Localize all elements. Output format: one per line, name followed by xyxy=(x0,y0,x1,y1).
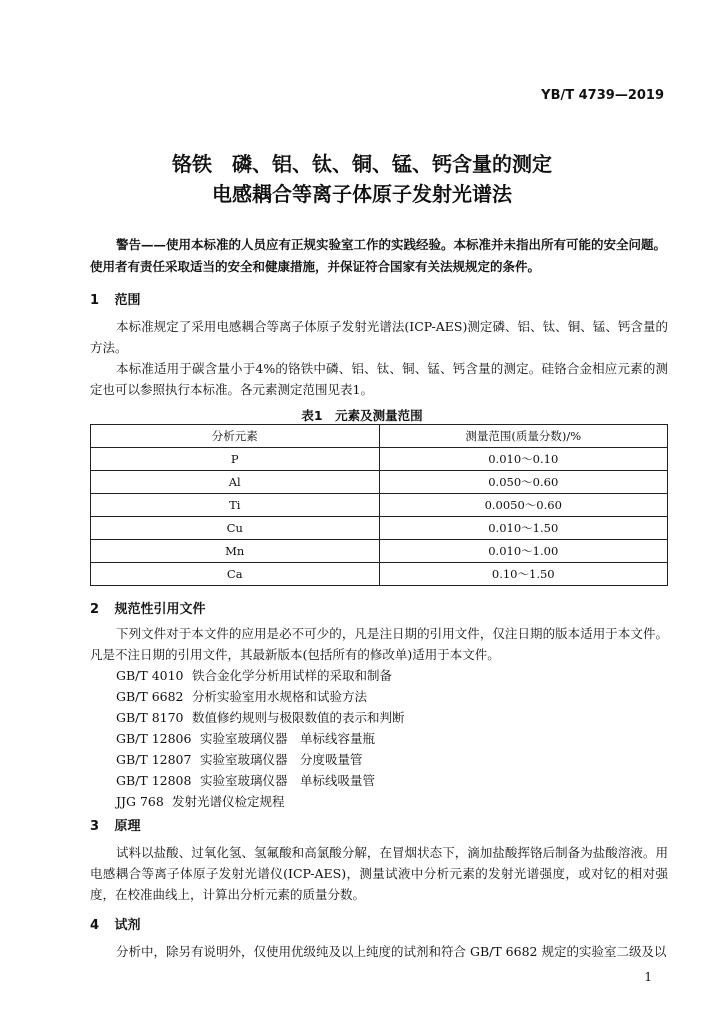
warning-paragraph: 警告——使用本标准的人员应有正规实验室工作的实践经验。本标准并未指出所有可能的安全问题。使用者有责任采取适当的安全和健康措施，并保证符合国家有关法规规定的条件。 xyxy=(90,237,667,274)
table-row xyxy=(91,540,668,563)
reagents-paragraph: 分析中，除另有说明外，仅使用优级纯及以上纯度的试剂和符合 GB/T 6682 规定的实验室二级及以 xyxy=(116,944,667,959)
table-header-cell: 测量范围(质量分数)/% xyxy=(379,425,668,448)
table-header-row xyxy=(91,425,668,448)
list-item xyxy=(116,665,405,686)
section-title: 规范性引用文件 xyxy=(114,602,206,617)
section-number: 2 xyxy=(90,602,100,617)
standard-code: YB/T 4739—2019 xyxy=(541,88,664,103)
table-cell-range: 0.010～1.00 xyxy=(379,540,668,563)
table-cell-element: Ti xyxy=(91,494,380,517)
element-range-table xyxy=(90,424,668,586)
reference-code: GB/T 12806 xyxy=(116,731,192,746)
reference-title: 发射光谱仪检定规程 xyxy=(172,794,285,809)
reference-title: 实验室玻璃仪器 单标线容量瓶 xyxy=(200,731,376,746)
reference-code: GB/T 8170 xyxy=(116,710,184,725)
list-item xyxy=(116,749,405,770)
list-item xyxy=(116,686,405,707)
table-cell-element: Cu xyxy=(91,517,380,540)
reference-code: GB/T 12807 xyxy=(116,752,192,767)
reference-code: JJG 768 xyxy=(116,794,164,809)
section-number: 3 xyxy=(90,819,100,834)
section-3-heading xyxy=(90,815,141,834)
table-cell-element: Al xyxy=(91,471,380,494)
list-item xyxy=(116,770,405,791)
list-item xyxy=(116,728,405,749)
reference-title: 分析实验室用水规格和试验方法 xyxy=(192,689,368,704)
list-item xyxy=(116,791,405,812)
principle-paragraph: 试料以盐酸、过氧化氢、氢氟酸和高氯酸分解，在冒烟状态下，滴加盐酸挥铬后制备为盐酸溶液。用电感耦合等离子体原子发射光谱仪(ICP-AES)，测量试液中分析元素的发射光谱强度，或对钇的相对强度，在校准曲线上，计算出分析元素的质量分数。 xyxy=(90,845,668,902)
table-cell-element: P xyxy=(91,448,380,471)
table-row xyxy=(91,448,668,471)
reference-code: GB/T 4010 xyxy=(116,668,184,683)
page-number: 1 xyxy=(644,970,652,984)
section-2-heading xyxy=(90,598,206,617)
section-title: 试剂 xyxy=(114,918,141,933)
table-row xyxy=(91,517,668,540)
table-caption: 表1 元素及测量范围 xyxy=(301,408,423,423)
reference-code: GB/T 12808 xyxy=(116,773,192,788)
reference-list xyxy=(116,665,405,812)
document-title-line2: 电感耦合等离子体原子发射光谱法 xyxy=(212,182,512,206)
table-header-cell: 分析元素 xyxy=(91,425,380,448)
section-1-heading xyxy=(90,289,141,308)
reference-code: GB/T 6682 xyxy=(116,689,184,704)
table-row xyxy=(91,563,668,586)
section-number: 1 xyxy=(90,293,100,308)
document-title-line1: 铬铁 磷、铝、钛、铜、锰、钙含量的测定 xyxy=(172,152,552,176)
list-item xyxy=(116,707,405,728)
table-cell-range: 0.0050～0.60 xyxy=(379,494,668,517)
table-cell-range: 0.10～1.50 xyxy=(379,563,668,586)
references-intro: 下列文件对于本文件的应用是必不可少的，凡是注日期的引用文件，仅注日期的版本适用于本文件。凡是不注日期的引用文件，其最新版本(包括所有的修改单)适用于本文件。 xyxy=(90,626,668,662)
table-row xyxy=(91,471,668,494)
section-4-heading xyxy=(90,914,141,933)
table-cell-element: Mn xyxy=(91,540,380,563)
reference-title: 铁合金化学分析用试样的采取和制备 xyxy=(192,668,393,683)
scope-paragraph-1: 本标准规定了采用电感耦合等离子体原子发射光谱法(ICP-AES)测定磷、铝、钛、铜、锰、钙含量的方法。 xyxy=(90,319,668,355)
table-cell-range: 0.010～1.50 xyxy=(379,517,668,540)
scope-paragraph-2: 本标准适用于碳含量小于4%的铬铁中磷、铝、钛、铜、锰、钙含量的测定。硅铬合金相应元素的测定也可以参照执行本标准。各元素测定范围见表1。 xyxy=(90,361,668,397)
reference-title: 实验室玻璃仪器 分度吸量管 xyxy=(200,752,363,767)
section-title: 范围 xyxy=(114,293,141,308)
section-title: 原理 xyxy=(114,819,141,834)
reference-title: 数值修约规则与极限数值的表示和判断 xyxy=(192,710,405,725)
table-cell-range: 0.010～0.10 xyxy=(379,448,668,471)
table-cell-element: Ca xyxy=(91,563,380,586)
table-row xyxy=(91,494,668,517)
section-number: 4 xyxy=(90,918,100,933)
reference-title: 实验室玻璃仪器 单标线吸量管 xyxy=(200,773,376,788)
table-cell-range: 0.050～0.60 xyxy=(379,471,668,494)
